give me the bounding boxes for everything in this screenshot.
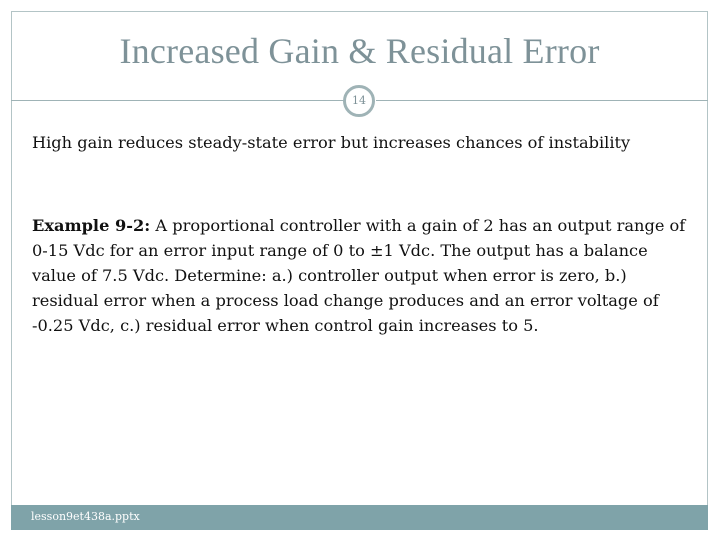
slide-title: Increased Gain & Residual Error: [119, 31, 600, 71]
footer-filename: lesson9et438a.pptx: [31, 510, 140, 523]
example-label: Example 9-2:: [32, 216, 151, 235]
example-text: A proportional controller with a gain of 2 has an output range of 0-15 Vdc for an error input range of 0 to ±1 Vdc. The output has a balance value of 7.5 Vdc. Determine: a.) controller output when error is zero, b.) residual error when a process load change produces and an error voltage of -0.25 Vdc, c.) residual error when control gain increases to 5.: [32, 216, 686, 335]
intro-text: High gain reduces steady-state error but increases chances of instability: [32, 133, 631, 152]
page-number-badge: 14: [343, 85, 375, 117]
title-divider-right: [376, 100, 708, 101]
example-paragraph: [32, 213, 692, 338]
footer-bar: [11, 505, 708, 530]
title-divider-left: [11, 100, 345, 101]
